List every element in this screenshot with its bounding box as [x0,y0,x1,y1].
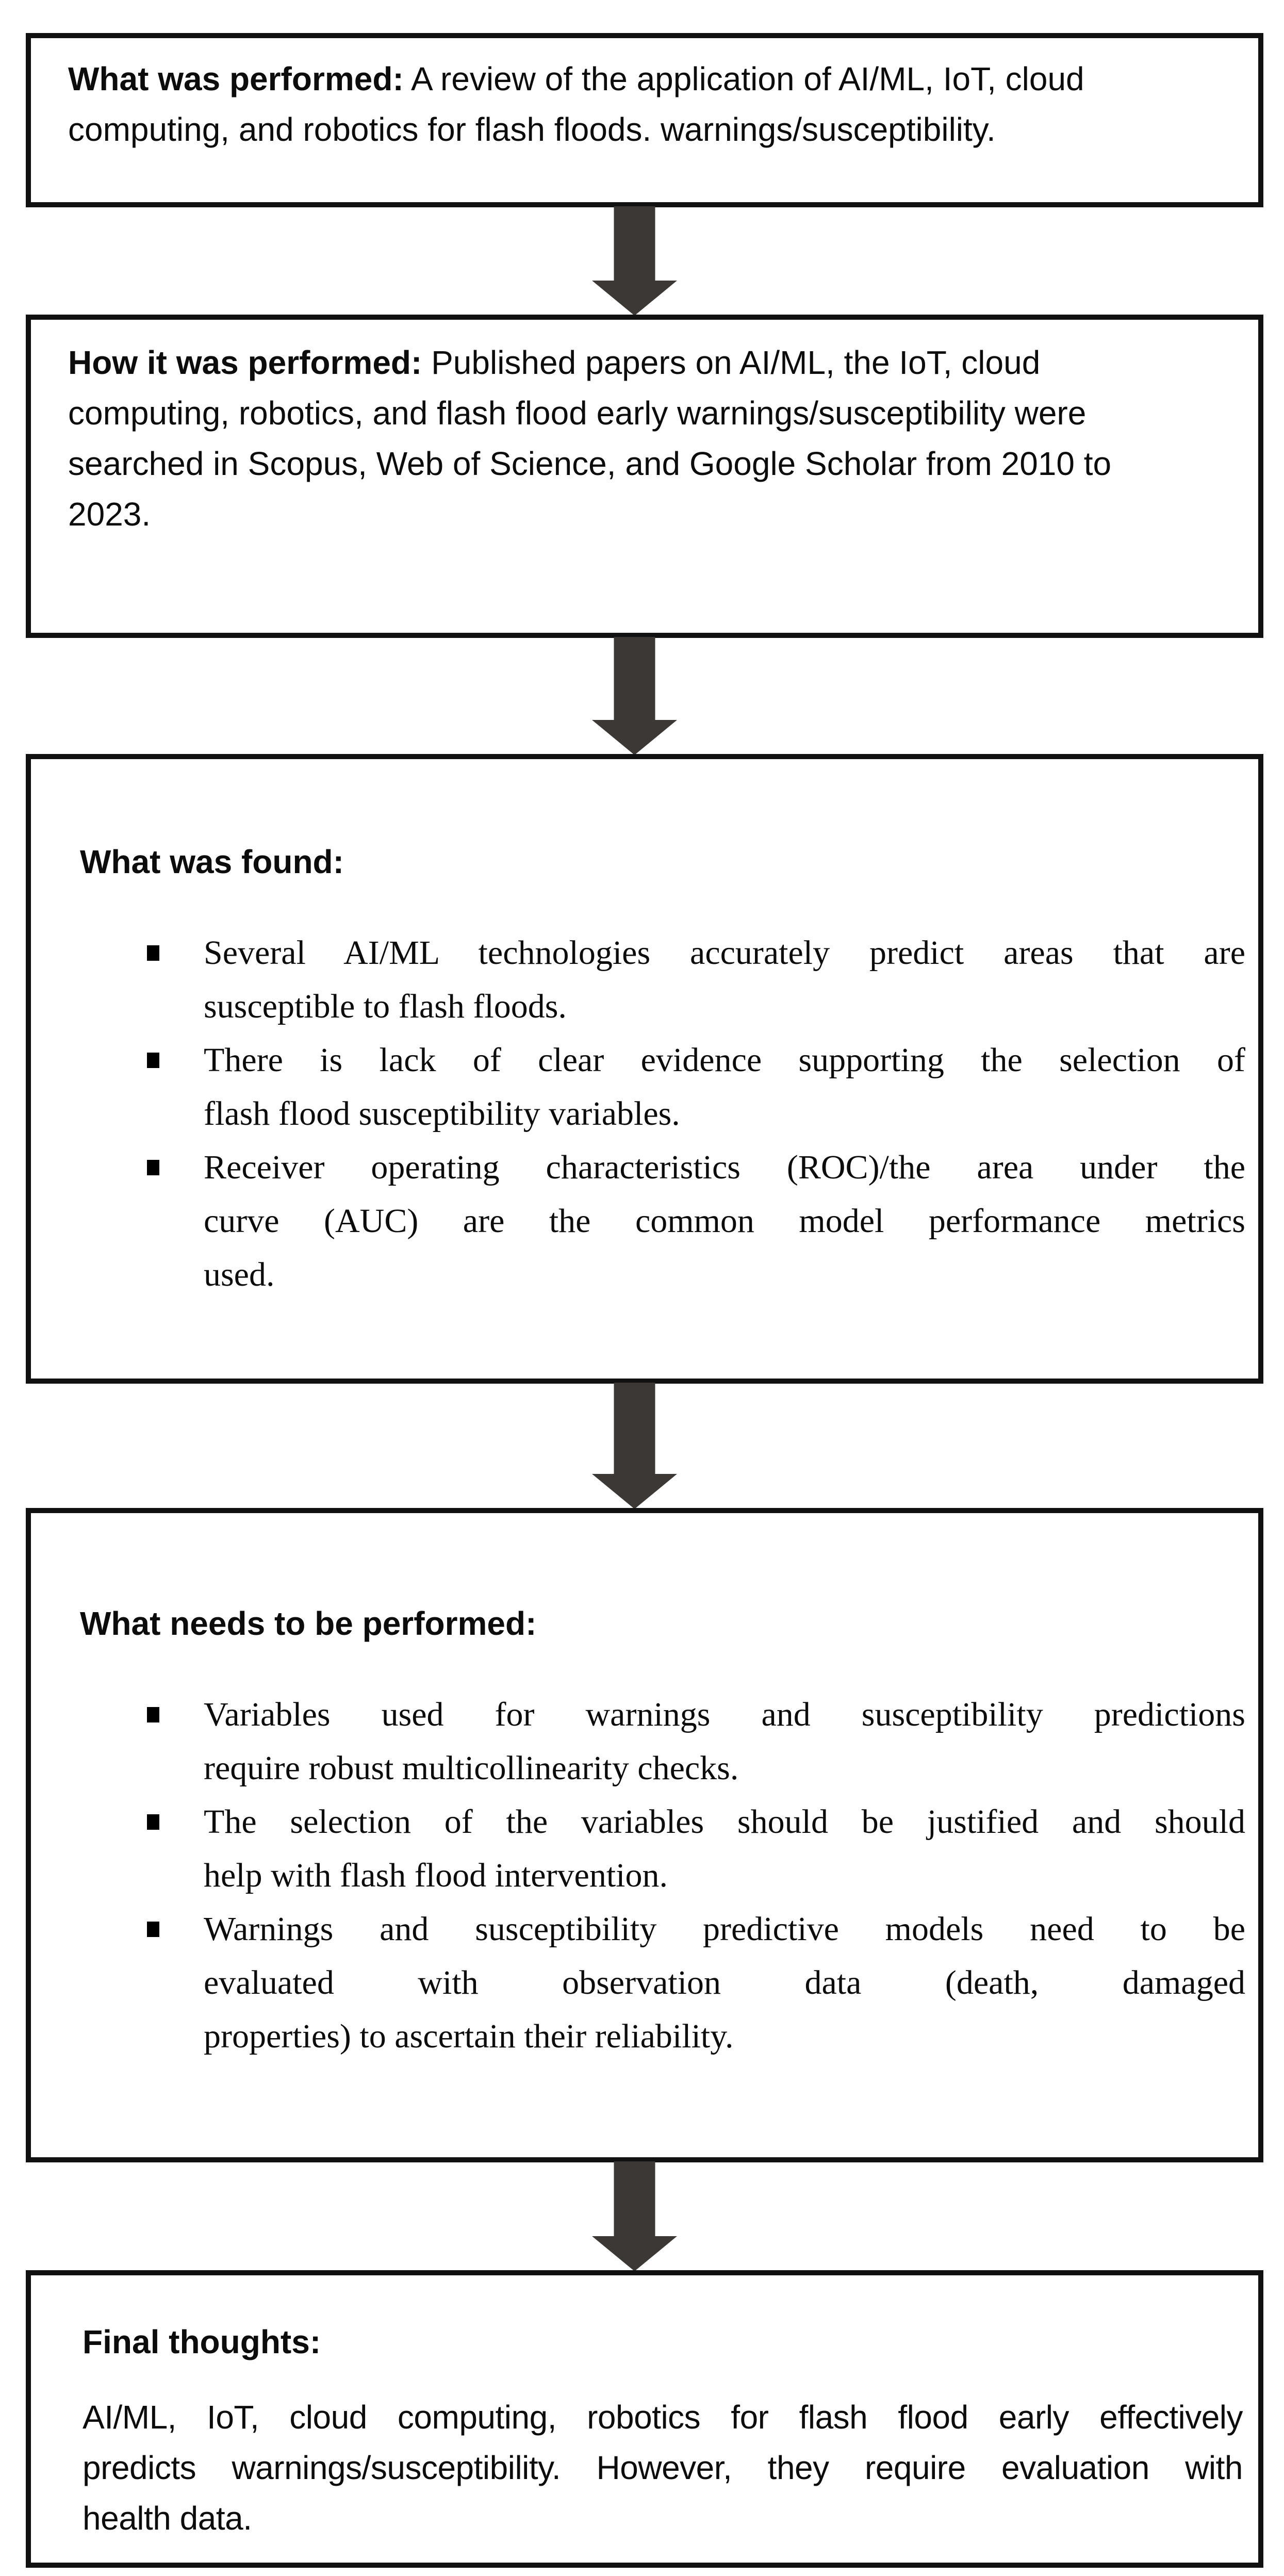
text-line: searched in Scopus, Web of Science, and Google Scholar from 2010 to [68,445,1112,482]
bullet-text-line: Variables used for warnings and susceptibility predictions [204,1696,1245,1733]
text-line: health data. [83,2500,252,2537]
bullet-text-line: require robust multicollinearity checks. [204,1749,739,1787]
bullet-text-line: There is lack of clear evidence supporting the selection of [204,1041,1245,1079]
box2-line1-rest: Published papers on AI/ML, the IoT, cloud [422,344,1041,381]
down-arrow-shape [592,637,677,755]
box-what-was-performed [26,33,1263,207]
box-what-was-found [26,754,1263,1384]
box5-heading: Final thoughts: [83,2323,321,2360]
bullet-item [31,1795,1258,1902]
bullet-text-line: help with flash flood intervention. [204,1857,668,1894]
bullet-text-line: flash flood susceptibility variables. [204,1095,680,1133]
box1-line1-rest: A review of the application of AI/ML, IoT, cloud [403,60,1084,97]
text-line: AI/ML, IoT, cloud computing, robotics for flash flood early effectively [83,2399,1243,2436]
bullet-text-line: The selection of the variables should be justified and should [204,1803,1245,1841]
bullet-square-icon [147,1053,159,1068]
box-how-it-was-performed [26,315,1263,638]
box3-heading: What was found: [80,843,344,880]
bullet-text-line: Several AI/ML technologies accurately predict areas that are [204,934,1245,972]
bullet-item [31,926,1258,1033]
bullet-item [31,1141,1258,1302]
down-arrow [592,637,677,755]
bullet-text-line: Receiver operating characteristics (ROC)/the area under the [204,1148,1245,1186]
bullet-square-icon [147,1922,159,1937]
bullet-text-line: curve (AUC) are the common model performance metrics [204,1202,1245,1240]
bullet-text-line: susceptible to flash floods. [204,988,567,1025]
bullet-square-icon [147,1160,159,1175]
down-arrow-shape [592,2161,677,2271]
box-final-thoughts [26,2270,1263,2568]
text-line [68,337,1222,388]
text-line: predicts warnings/susceptibility. However, they require evaluation with [83,2449,1243,2486]
text-line: 2023. [68,496,151,533]
down-arrow-shape [592,206,677,316]
text-line: computing, and robotics for flash floods. warnings/susceptibility. [68,111,996,148]
bullet-text-line: evaluated with observation data (death, damaged [204,1964,1245,2001]
box1-heading: What was performed: [68,60,404,97]
bullet-text-line: used. [204,1256,275,1293]
bullet-list [31,926,1258,1302]
down-arrow-shape [592,1383,677,1509]
bullet-square-icon [147,945,159,961]
down-arrow [592,206,677,316]
bullet-text-line: Warnings and susceptibility predictive models need to be [204,1910,1245,1948]
bullet-list [31,1688,1258,2063]
bullet-item [31,1902,1258,2063]
bullet-item [31,1033,1258,1141]
text-line: computing, robotics, and flash flood early warnings/susceptibility were [68,395,1087,432]
box2-heading: How it was performed: [68,344,422,381]
bullet-text-line: properties) to ascertain their reliability. [204,2017,734,2055]
box-what-needs-to-be-performed [26,1508,1263,2162]
text-line [68,54,1222,104]
bullet-square-icon [147,1707,159,1722]
bullet-item [31,1688,1258,1795]
bullet-square-icon [147,1814,159,1830]
down-arrow [592,2161,677,2271]
box4-heading: What needs to be performed: [80,1605,537,1642]
down-arrow [592,1383,677,1509]
